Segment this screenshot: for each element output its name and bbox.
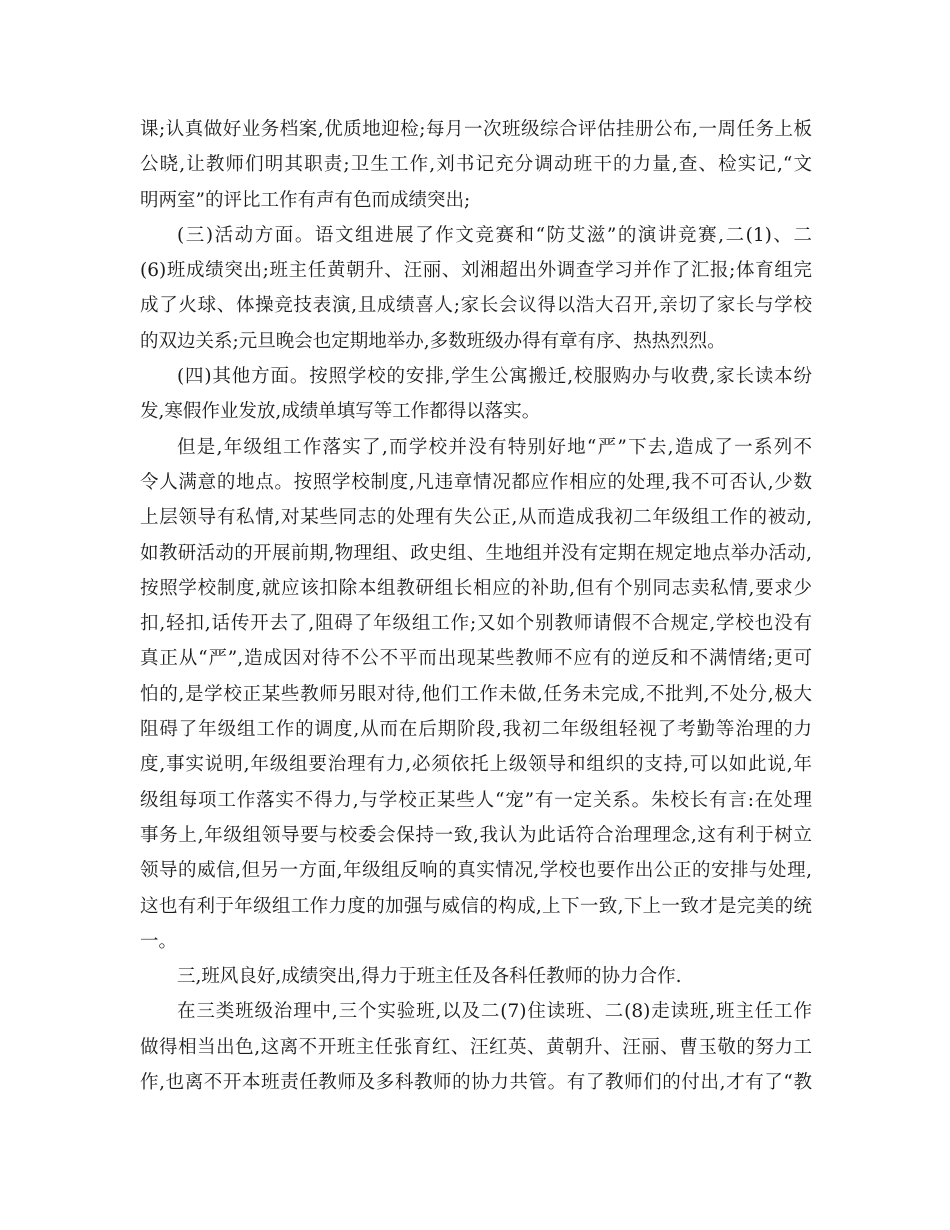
- text-line: 扣,轻扣,话传开去了,阻碍了年级组工作;又如个别教师请假不合规定,学校也没有: [140, 613, 812, 635]
- text-line: 公晓,让教师们明其职责;卫生工作,刘书记充分调动班干的力量,查、检实记,“文: [140, 154, 812, 176]
- text-line: 做得相当出色,这离不开班主任张育红、汪红英、黄朝升、汪丽、曹玉敬的努力工: [140, 1036, 812, 1058]
- text-line: 级组每项工作落实不得力,与学校正某些人“宠”有一定关系。朱校长有言:在处理: [140, 789, 812, 811]
- paragraph-start-line: (四)其他方面。按照学校的安排,学生公寓搬迁,校服购办与收费,家长读本纷: [177, 366, 812, 388]
- text-line: 作,也离不开本班责任教师及多科教师的协力共管。有了教师们的付出,才有了“教: [140, 1072, 812, 1094]
- paragraph-start-line: 在三类班级治理中,三个实验班,以及二(7)住读班、二(8)走读班,班主任工作: [177, 1001, 812, 1023]
- text-line: 这也有利于年级组工作力度的加强与威信的构成,上下一致,下上一致才是完美的统: [140, 895, 812, 917]
- text-line: 真正从“严”,造成因对待不公不平而出现某些教师不应有的逆反和不满情绪;更可: [140, 648, 812, 670]
- text-line: 课;认真做好业务档案,优质地迎检;每月一次班级综合评估挂册公布,一周任务上板: [140, 119, 812, 140]
- text-line: 明两室”的评比工作有声有色而成绩突出;: [140, 189, 471, 211]
- text-line: 事务上,年级组领导要与校委会保持一致,我认为此话符合治理理念,这有利于树立: [140, 824, 812, 846]
- document-page: [140, 112, 812, 1100]
- paragraph-start-line: (三)活动方面。语文组进展了作文竞赛和“防艾滋”的演讲竞赛,二(1)、二: [177, 224, 812, 246]
- paragraph-start-line: 但是,年级组工作落实了,而学校并没有特别好地“严”下去,造成了一系列不: [177, 436, 812, 458]
- text-line: 领导的威信,但另一方面,年级组反响的真实情况,学校也要作出公正的安排与处理,: [140, 860, 812, 882]
- text-line: 按照学校制度,就应该扣除本组教研组长相应的补助,但有个别同志卖私情,要求少: [140, 577, 812, 599]
- text-line: 阻碍了年级组工作的调度,从而在后期阶段,我初二年级组轻视了考勤等治理的力: [140, 719, 812, 741]
- text-line: 成了火球、体操竞技表演,且成绩喜人;家长会议得以浩大召开,亲切了家长与学校: [140, 295, 812, 317]
- section-heading-line: 三,班风良好,成绩突出,得力于班主任及各科任教师的协力合作.: [177, 966, 682, 988]
- text-line: 令人满意的地点。按照学校制度,凡违章情况都应作相应的处理,我不可否认,少数: [140, 471, 812, 493]
- text-line: 一。: [140, 930, 178, 952]
- text-line: (6)班成绩突出;班主任黄朝升、汪丽、刘湘超出外调查学习并作了汇报;体育组完: [140, 260, 812, 282]
- text-line: 怕的,是学校正某些教师另眼对待,他们工作未做,任务未完成,不批判,不处分,极大: [140, 683, 812, 705]
- text-line: 如教研活动的开展前期,物理组、政史组、生地组并没有定期在规定地点举办活动,: [140, 542, 812, 564]
- text-line: 发,寒假作业发放,成绩单填写等工作都得以落实。: [140, 401, 541, 423]
- text-line: 的双边关系;元旦晚会也定期地举办,多数班级办得有章有序、热热烈烈。: [140, 330, 726, 352]
- text-line: 上层领导有私情,对某些同志的处理有失公正,从而造成我初二年级组工作的被动,: [140, 507, 812, 529]
- text-line: 度,事实说明,年级组要治理有力,必须依托上级领导和组织的支持,可以如此说,年: [140, 754, 812, 776]
